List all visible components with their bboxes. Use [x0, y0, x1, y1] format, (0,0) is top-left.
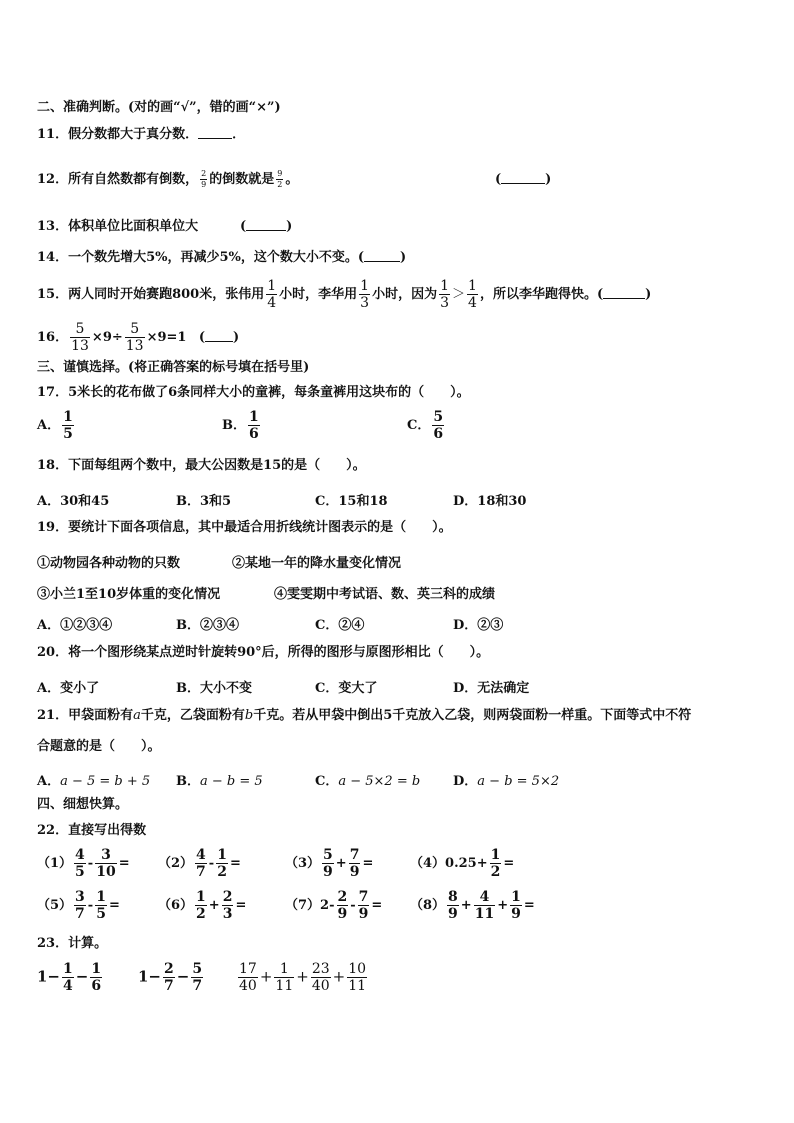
equals: =	[362, 856, 374, 871]
denominator: 5	[96, 906, 106, 922]
fraction	[74, 890, 86, 921]
q23-expression-1	[37, 962, 104, 993]
numerator: 1	[490, 847, 501, 863]
denominator: 11	[275, 978, 294, 994]
q19-item-1: ①动物园各种动物的只数	[37, 556, 181, 571]
operator: -	[87, 898, 94, 913]
operator: -	[87, 856, 94, 871]
q21-text-line-2: 合题意的是（ ）。	[37, 739, 161, 754]
q13-number: 13．	[37, 219, 69, 234]
question-21	[37, 708, 691, 724]
q15-greater-than: ＞	[452, 287, 466, 302]
q12-pre: 所有自然数都有倒数，	[68, 172, 199, 187]
question-11	[37, 127, 245, 143]
item-number: （4）	[410, 856, 446, 871]
q12-fraction-1	[200, 170, 207, 189]
q17-option-c[interactable]	[407, 410, 446, 441]
operator: +	[259, 967, 273, 986]
q18-option-d[interactable]: D．18和30	[453, 494, 527, 509]
denominator: 6	[91, 978, 102, 994]
option-expression: a − 5×2 = b	[338, 774, 421, 789]
fraction	[238, 962, 258, 993]
q22-item-8	[410, 890, 535, 921]
equals: =	[118, 856, 130, 871]
fraction	[337, 890, 349, 921]
q11-end: ．	[232, 127, 246, 142]
q15-blank[interactable]	[603, 298, 645, 299]
numerator: 1	[63, 961, 73, 977]
q20-option-a[interactable]: A．变小了	[37, 681, 100, 696]
numerator: 4	[479, 889, 490, 905]
fraction	[191, 962, 203, 993]
item-number: （6）	[158, 898, 194, 913]
question-23-title: 23．计算。	[37, 936, 108, 951]
option-label: B．	[222, 418, 246, 433]
q21-text-a: 21．甲袋面粉有	[37, 708, 134, 723]
q15-text-c: 小时，因为	[372, 287, 438, 302]
q18-option-c[interactable]: C．15和18	[315, 494, 388, 509]
question-14	[37, 250, 406, 266]
q15-number: 15．	[37, 287, 69, 302]
operator: +	[497, 898, 509, 913]
denominator: 2	[490, 864, 501, 880]
numerator: 1	[91, 961, 102, 977]
denominator: 9	[349, 864, 360, 880]
q13-answer-paren[interactable]	[240, 219, 292, 234]
q22-item-4	[410, 848, 514, 879]
denominator: 6	[433, 426, 444, 442]
item-number: （5）	[37, 898, 73, 913]
denominator: 7	[192, 978, 203, 994]
numerator: 2	[201, 169, 207, 178]
q15-text-d: ，所以李华跑得快。(	[479, 287, 604, 302]
q18-option-b[interactable]: B．3和5	[176, 494, 232, 509]
q21-option-c[interactable]	[315, 770, 420, 789]
denominator: 7	[164, 978, 174, 994]
item-number: （7）	[285, 898, 321, 913]
q12-number: 12．	[37, 172, 69, 187]
denominator: 3	[222, 906, 233, 922]
numerator: 3	[75, 889, 85, 905]
fraction	[95, 890, 107, 921]
numerator: 2	[337, 889, 348, 905]
numerator: 1	[267, 278, 277, 294]
fraction	[349, 848, 361, 879]
q15-fraction-2	[359, 279, 370, 310]
q13-text: 体积单位比面积单位大	[68, 219, 199, 234]
denominator: 2	[196, 906, 206, 922]
numerator: 17	[239, 961, 257, 977]
option-label: B．	[176, 774, 200, 789]
q22-item-6	[158, 890, 246, 921]
q15-fraction-3	[439, 279, 450, 310]
denominator: 40	[239, 978, 257, 994]
q22-item-5	[37, 890, 120, 921]
fraction	[222, 890, 234, 921]
question-19: 19．要统计下面各项信息，其中最适合用折线统计图表示的是（ ）。	[37, 520, 452, 535]
q21-option-d[interactable]	[453, 770, 559, 789]
q20-option-d[interactable]: D．无法确定	[453, 681, 530, 696]
denominator: 9	[448, 906, 458, 922]
fraction	[358, 890, 370, 921]
operator: +	[460, 898, 472, 913]
denominator: 9	[337, 906, 348, 922]
q15-paren-close: )	[645, 287, 652, 302]
denominator: 10	[96, 864, 116, 880]
numerator: 7	[349, 847, 360, 863]
equals: =	[108, 898, 120, 913]
numerator: 4	[75, 847, 85, 863]
operator: +	[208, 898, 220, 913]
q19-item-2: ②某地一年的降水量变化情况	[232, 556, 402, 571]
q16-op-1: ×9÷	[91, 330, 123, 345]
question-16	[37, 320, 239, 356]
numerator: 23	[311, 961, 330, 977]
q16-paren-close: )	[233, 330, 240, 345]
denominator: 11	[348, 978, 367, 994]
denominator: 40	[311, 978, 330, 994]
question-20: 20．将一个图形绕某点逆时针旋转90°后，所得的图形与原图形相比（ ）。	[37, 645, 490, 660]
option-expression: a − 5 = b + 5	[60, 774, 151, 789]
q22-item-1	[37, 848, 130, 879]
q18-option-a[interactable]: A．30和45	[37, 494, 110, 509]
question-22-title: 22．直接写出得数	[37, 823, 147, 838]
item-number: （1）	[37, 856, 73, 871]
prefix: 1−	[138, 967, 162, 986]
q15-fraction-1	[266, 279, 277, 310]
question-18: 18．下面每组两个数中，最大公因数是15的是（ ）。	[37, 458, 366, 473]
denominator: 7	[196, 864, 206, 880]
q23-expression-2	[138, 962, 205, 993]
numerator: 2	[164, 961, 174, 977]
numerator: 5	[433, 409, 444, 425]
numerator: 1	[440, 278, 450, 294]
q19-option-a[interactable]: A．①②③④	[37, 618, 113, 633]
option-fraction	[248, 410, 260, 441]
fraction	[274, 962, 294, 993]
q17-option-b[interactable]	[222, 410, 262, 441]
q19-option-d[interactable]: D．②③	[453, 618, 504, 633]
denominator: 9	[358, 906, 369, 922]
numerator: 5	[323, 847, 333, 863]
q11-blank[interactable]	[198, 138, 232, 139]
q19-item-3: ③小兰1至10岁体重的变化情况	[37, 587, 221, 602]
q17-option-a[interactable]	[37, 410, 76, 441]
numerator: 1	[249, 409, 259, 425]
denominator: 13	[125, 338, 144, 354]
numerator: 1	[511, 889, 521, 905]
q22-item-3	[285, 848, 373, 879]
operator: +	[332, 967, 346, 986]
fraction	[311, 962, 331, 993]
fraction	[322, 848, 334, 879]
q16-fraction-1	[70, 322, 90, 353]
prefix: 1−	[37, 967, 61, 986]
q21-variable-b: b	[244, 708, 254, 723]
denominator: 4	[63, 978, 73, 994]
numerator: 1	[96, 889, 106, 905]
denominator: 13	[71, 338, 89, 354]
numerator: 1	[468, 278, 477, 294]
q14-blank[interactable]	[364, 261, 400, 262]
equals: =	[503, 856, 515, 871]
q16-fraction-2	[125, 322, 145, 353]
q21-option-b[interactable]	[176, 770, 263, 789]
paren-close: )	[545, 172, 552, 187]
option-fraction	[62, 410, 74, 441]
q22-item-7	[285, 890, 382, 921]
denominator: 6	[249, 426, 259, 442]
q19-option-b[interactable]: B．②③④	[176, 618, 239, 633]
fraction	[195, 848, 207, 879]
numerator: 1	[63, 409, 73, 425]
q22-item-2	[158, 848, 241, 879]
denominator: 3	[360, 295, 370, 311]
fraction	[90, 962, 102, 993]
fraction	[95, 848, 116, 879]
operator: -	[208, 856, 215, 871]
operator: -	[350, 898, 356, 913]
denominator: 9	[323, 864, 333, 880]
q15-text-b: 小时，李华用	[279, 287, 358, 302]
q14-number: 14．	[37, 250, 69, 265]
numerator: 7	[358, 889, 369, 905]
numerator: 1	[217, 847, 227, 863]
option-label: A．	[37, 774, 61, 789]
q14-paren-close: )	[400, 250, 407, 265]
denominator: 7	[75, 906, 85, 922]
fraction	[163, 962, 175, 993]
denominator: 11	[474, 906, 495, 922]
item-number: （3）	[285, 856, 321, 871]
q12-fraction-2	[276, 170, 283, 189]
denominator: 5	[63, 426, 73, 442]
denominator: 9	[201, 180, 207, 189]
option-expression: a − b = 5×2	[477, 774, 560, 789]
numerator: 1	[360, 278, 370, 294]
q23-expression-3	[236, 962, 369, 993]
section-2-heading: 二、准确判断。(对的画“√”，错的画“×”)	[37, 100, 281, 115]
q16-op-2: ×9=1	[146, 330, 187, 345]
numerator: 5	[75, 321, 85, 337]
denominator: 2	[217, 864, 227, 880]
question-13	[37, 219, 198, 235]
q16-number: 16．	[37, 330, 69, 345]
numerator: 4	[196, 847, 206, 863]
q12-blank	[501, 183, 545, 184]
q11-text: 假分数都大于真分数．	[68, 127, 199, 142]
q21-text-b: 千克，乙袋面粉有	[140, 708, 245, 723]
q14-text: 一个数先增大5%，再减少5%，这个数大小不变。(	[68, 250, 365, 265]
prefix: 0.25+	[445, 856, 488, 871]
q12-answer-paren[interactable]	[495, 172, 551, 187]
fraction	[195, 890, 207, 921]
paren-close: )	[286, 219, 293, 234]
q15-fraction-4	[467, 279, 478, 310]
denominator: 4	[468, 295, 477, 311]
q11-number: 11．	[37, 127, 69, 142]
numerator: 5	[130, 321, 140, 337]
fraction	[447, 890, 459, 921]
option-label: A．	[37, 418, 61, 433]
item-number: （2）	[158, 856, 194, 871]
item-number: （8）	[410, 898, 446, 913]
q19-option-c[interactable]: C．②④	[315, 618, 365, 633]
operator: +	[296, 967, 309, 986]
denominator: 5	[75, 864, 85, 880]
paren-open: (	[240, 219, 247, 234]
q13-blank	[246, 230, 286, 231]
denominator: 2	[277, 180, 283, 189]
section-3-heading: 三、谨慎选择。(将正确答案的标号填在括号里)	[37, 360, 310, 375]
question-12	[37, 170, 298, 189]
numerator: 8	[448, 889, 458, 905]
question-15	[37, 277, 651, 313]
numerator: 1	[279, 961, 289, 977]
question-17: 17．5米长的花布做了6条同样大小的童裤，每条童裤用这块布的（ ）。	[37, 385, 470, 400]
numerator: 9	[277, 169, 283, 178]
equals: =	[371, 898, 383, 913]
q12-post: 。	[285, 172, 299, 187]
operator: −	[176, 967, 190, 986]
q16-paren-open: (	[198, 330, 206, 345]
equals: =	[235, 898, 247, 913]
fraction	[474, 890, 495, 921]
q21-text-c: 千克。若从甲袋中倒出5千克放入乙袋，则两袋面粉一样重。下面等式中不符	[253, 708, 692, 723]
fraction	[216, 848, 228, 879]
paren-open: (	[495, 172, 502, 187]
operator: −	[75, 967, 89, 986]
denominator: 3	[440, 295, 450, 311]
option-fraction	[432, 410, 444, 441]
q20-option-b[interactable]: B．大小不变	[176, 681, 252, 696]
option-label: C．	[315, 774, 339, 789]
denominator: 4	[267, 295, 277, 311]
q20-option-c[interactable]: C．变大了	[315, 681, 378, 696]
option-label: C．	[407, 418, 431, 433]
fraction	[74, 848, 86, 879]
equals: =	[523, 898, 535, 913]
q21-option-a[interactable]	[37, 770, 150, 789]
q21-variable-a: a	[133, 708, 141, 723]
equals: =	[229, 856, 241, 871]
option-label: D．	[453, 774, 478, 789]
numerator: 5	[192, 961, 203, 977]
fraction	[347, 962, 367, 993]
q12-mid: 的倒数就是	[209, 172, 275, 187]
fraction	[62, 962, 74, 993]
numerator: 1	[196, 889, 206, 905]
prefix: 2-	[320, 898, 335, 913]
numerator: 2	[222, 889, 233, 905]
q16-blank[interactable]	[205, 341, 233, 342]
fraction	[490, 848, 502, 879]
operator: +	[335, 856, 347, 871]
denominator: 9	[511, 906, 521, 922]
section-4-heading: 四、细想快算。	[37, 797, 129, 812]
numerator: 3	[101, 847, 111, 863]
fraction	[510, 890, 522, 921]
numerator: 10	[348, 961, 367, 977]
q15-text-a: 两人同时开始赛跑800米，张伟用	[68, 287, 265, 302]
q19-item-4: ④雯雯期中考试语、数、英三科的成绩	[274, 587, 496, 602]
option-expression: a − b = 5	[200, 774, 263, 789]
